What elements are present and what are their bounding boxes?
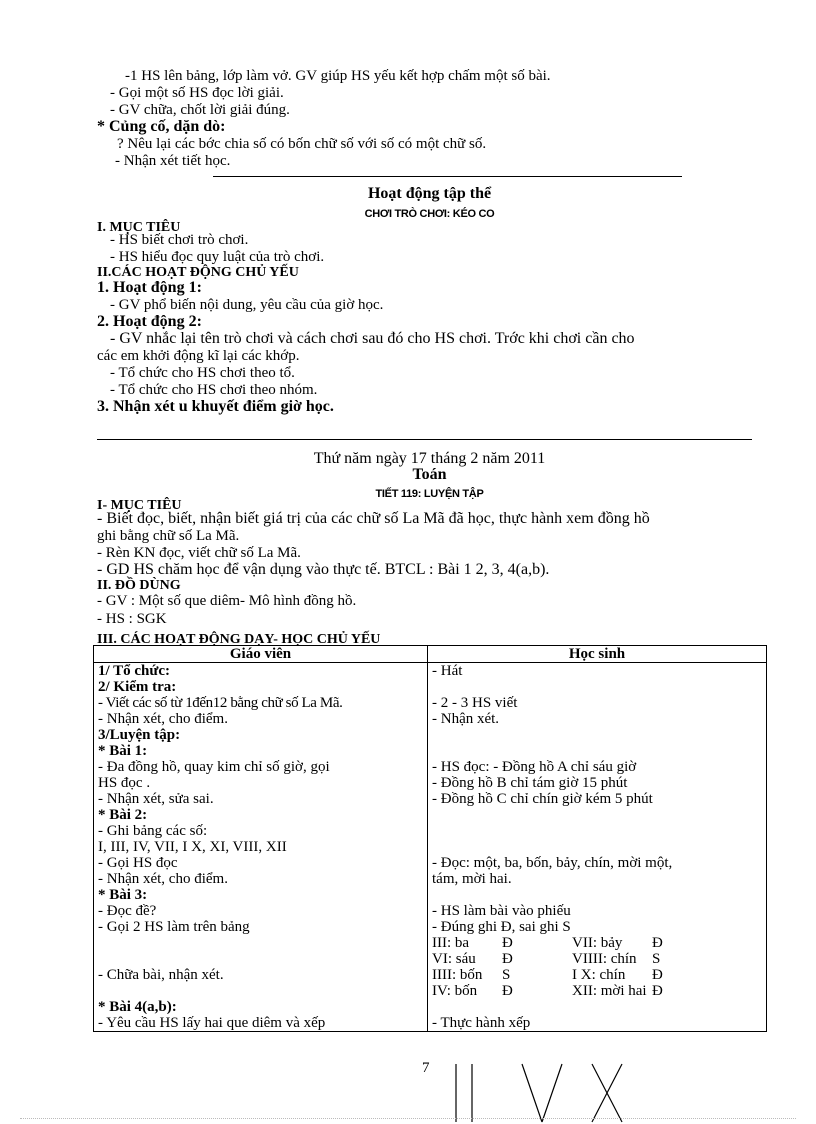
roman-matchsticks-figure	[450, 1062, 630, 1124]
col-teacher-header: Giáo viên	[94, 646, 428, 663]
lesson-objective-1: - Biết đọc, biết, nhận biết giá trị của các chữ số La Mã đã học, thực hành xem đồng hồ	[97, 510, 650, 527]
lesson-title: TIẾT 119: LUYỆN TẬP	[375, 488, 484, 500]
student-ex1-line-1: - HS đọc: - Đồng hồ A chỉ sáu giờ	[432, 759, 637, 775]
teacher-ex3-line-2: - Gọi 2 HS làm trên bảng	[98, 919, 250, 935]
top-line-5: ? Nêu lại các bớc chia số có bốn chữ số với số có một chữ số.	[117, 136, 487, 152]
activity-objective-2: - HS hiểu đọc quy luật của trò chơi.	[110, 249, 325, 265]
student-spacer	[432, 807, 762, 823]
teacher-practice-heading: 3/Luyện tập:	[98, 727, 181, 743]
answer-cell: XII: mời hai	[572, 983, 647, 999]
answer-cell: III: ba	[432, 935, 470, 951]
teacher-ex1-line-3: - Nhận xét, sửa sai.	[98, 791, 214, 807]
teacher-ex1-line-2: HS đọc .	[98, 775, 151, 791]
activity-main-heading: II.CÁC HOẠT ĐỘNG CHỦ YẾU	[97, 265, 299, 280]
student-spacer	[432, 839, 762, 855]
teacher-check-2: - Nhận xét, cho điểm.	[98, 711, 228, 727]
answer-cell: Đ	[502, 983, 513, 999]
lesson-date: Thứ năm ngày 17 tháng 2 năm 2011	[313, 450, 546, 467]
table-header-row	[94, 646, 767, 663]
lesson-table	[93, 645, 767, 1032]
activity-2-text-2: các em khởi động kĩ lại các khớp.	[97, 348, 300, 364]
matchstick-v-right	[542, 1064, 562, 1122]
answer-cell: Đ	[652, 983, 663, 999]
teacher-spacer	[98, 983, 423, 999]
teacher-ex2-heading: * Bài 2:	[98, 807, 148, 823]
teacher-ex4-heading: * Bài 4(a,b):	[98, 999, 177, 1015]
teacher-check-heading: 2/ Kiểm tra:	[98, 679, 177, 695]
divider-short	[213, 176, 682, 177]
lesson-objective-2: ghi bằng chữ số La Mã.	[97, 528, 240, 544]
activity-objectives-heading: I. MỤC TIÊU	[97, 220, 181, 235]
lesson-objectives-heading: I- MỤC TIÊU	[97, 498, 182, 513]
student-spacer	[432, 999, 762, 1015]
teacher-organize: 1/ Tổ chức:	[98, 663, 171, 679]
teacher-ex4-line-1: - Yêu cầu HS lấy hai que diêm và xếp	[98, 1015, 326, 1031]
consolidation-heading: * Củng cố, dặn dò:	[97, 118, 226, 135]
activity-subtitle: CHƠI TRÒ CHƠI: KÉO CO	[364, 208, 495, 220]
matchstick-v-left	[522, 1064, 542, 1122]
teacher-ex2-line-3: - Gọi HS đọc	[98, 855, 178, 871]
top-line-6: - Nhận xét tiết học.	[115, 153, 231, 169]
student-spacer	[432, 887, 762, 903]
answer-cell: S	[652, 951, 661, 967]
student-spacer	[432, 679, 762, 695]
teacher-ex3-line-3: - Chữa bài, nhận xét.	[98, 967, 224, 983]
student-ex3-line-2: - Đúng ghi Đ, sai ghi S	[432, 919, 571, 935]
student-organize: - Hát	[432, 663, 463, 679]
page-bottom-edge	[20, 1118, 796, 1119]
top-line-2: - Gọi một số HS đọc lời giải.	[110, 85, 284, 101]
page-number: 7	[422, 1060, 430, 1076]
answer-cell: Đ	[652, 935, 663, 951]
teacher-spacer	[98, 935, 423, 951]
top-line-3: - GV chữa, chốt lời giải đúng.	[110, 102, 290, 118]
student-column	[428, 663, 767, 1032]
teacher-check-1: - Viết các số từ 1đến12 bằng chữ số La Mã.	[98, 695, 343, 711]
answer-cell: IV: bốn	[432, 983, 478, 999]
student-check-2: - Nhận xét.	[432, 711, 500, 727]
lesson-activities-heading: III. CÁC HOẠT ĐỘNG DẠY- HỌC CHỦ YẾU	[97, 632, 381, 647]
teacher-ex1-line-1: - Đa đồng hồ, quay kim chỉ số giờ, gọi	[98, 759, 330, 775]
teacher-ex2-line-4: - Nhận xét, cho điểm.	[98, 871, 228, 887]
student-ex2-line-1: - Đọc: một, ba, bốn, bảy, chín, mời một,	[432, 855, 673, 871]
activity-objective-1: - HS biết chơi trò chơi.	[110, 232, 249, 248]
student-spacer	[432, 823, 762, 839]
student-ex1-line-3: - Đồng hồ C chỉ chín giờ kém 5 phút	[432, 791, 653, 807]
student-ex4-line-1: - Thực hành xếp	[432, 1015, 531, 1031]
divider-long	[97, 439, 752, 440]
teacher-ex2-line-1: - Ghi bảng các số:	[98, 823, 208, 839]
top-line-1: -1 HS lên bảng, lớp làm vở. GV giúp HS yếu kết hợp chấm một số bài.	[125, 68, 551, 84]
lesson-materials-student: - HS : SGK	[97, 611, 167, 627]
activity-2-text-1: - GV nhắc lại tên trò chơi và cách chơi sau đó cho HS chơi. Trớc khi chơi cần cho	[110, 330, 635, 347]
answer-cell: VIIII: chín	[572, 951, 637, 967]
teacher-ex1-heading: * Bài 1:	[98, 743, 148, 759]
answer-cell: VII: bảy	[572, 935, 623, 951]
activity-1-heading: 1. Hoạt động 1:	[97, 279, 202, 296]
activity-1-text: - GV phổ biến nội dung, yêu cầu của giờ học.	[110, 297, 384, 313]
lesson-subject: Toán	[412, 466, 447, 483]
teacher-ex3-line-1: - Đọc đề?	[98, 903, 157, 919]
activity-title: Hoạt động tập thể	[367, 185, 492, 202]
teacher-ex3-heading: * Bài 3:	[98, 887, 148, 903]
lesson-materials-teacher: - GV : Một số que diêm- Mô hình đồng hồ.	[97, 593, 357, 609]
teacher-column	[94, 663, 428, 1032]
teacher-ex2-line-2: I, III, IV, VII, I X, XI, VIII, XII	[98, 839, 287, 855]
student-ex3-line-1: - HS làm bài vào phiếu	[432, 903, 571, 919]
answer-cell: IIII: bốn	[432, 967, 483, 983]
activity-3-heading: 3. Nhận xét u khuyết điểm giờ học.	[97, 398, 334, 415]
student-ex3-answers	[432, 935, 762, 999]
answer-cell: VI: sáu	[432, 951, 476, 967]
lesson-materials-heading: II. ĐỒ DÙNG	[97, 578, 181, 593]
answer-cell: Đ	[652, 967, 663, 983]
answer-cell: Đ	[502, 935, 513, 951]
activity-2-text-4: - Tổ chức cho HS chơi theo nhóm.	[110, 382, 318, 398]
student-ex2-line-2: tám, mời hai.	[432, 871, 512, 887]
activity-2-heading: 2. Hoạt động 2:	[97, 313, 202, 330]
student-check-1: - 2 - 3 HS viết	[432, 695, 518, 711]
student-ex1-line-2: - Đồng hồ B chỉ tám giờ 15 phút	[432, 775, 628, 791]
student-spacer	[432, 743, 762, 759]
answer-cell: S	[502, 967, 511, 983]
answer-cell: I X: chín	[572, 967, 626, 983]
table-body-row	[94, 663, 767, 1032]
lesson-objective-4: - GD HS chăm học để vận dụng vào thực tế. BTCL : Bài 1 2, 3, 4(a,b).	[97, 561, 550, 578]
answer-cell: Đ	[502, 951, 513, 967]
student-spacer	[432, 727, 762, 743]
activity-2-text-3: - Tổ chức cho HS chơi theo tổ.	[110, 365, 295, 381]
lesson-objective-3: - Rèn KN đọc, viết chữ số La Mã.	[97, 545, 301, 561]
teacher-spacer	[98, 951, 423, 967]
col-student-header: Học sinh	[428, 646, 767, 663]
